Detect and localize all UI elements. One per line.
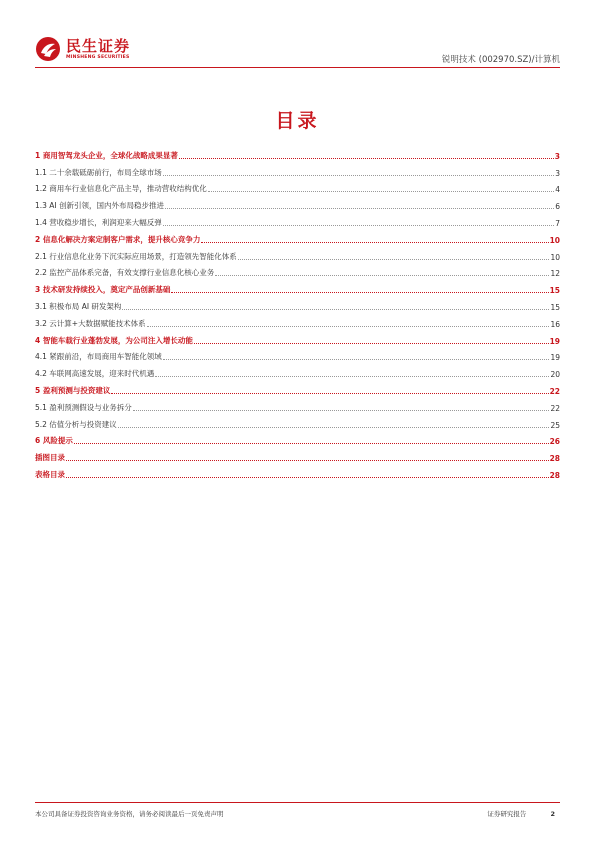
toc-entry-page: 7 <box>555 218 560 228</box>
toc-entry-label: 插图目录 <box>35 453 65 463</box>
header-divider <box>35 67 560 68</box>
toc-leader-dots <box>111 393 548 394</box>
toc-subsection-entry[interactable] <box>35 346 560 363</box>
toc-section-entry[interactable] <box>35 379 560 396</box>
toc-leader-dots <box>147 326 550 327</box>
toc-entry-label: 6 风险提示 <box>35 436 73 446</box>
toc-entry-label: 表格目录 <box>35 469 65 479</box>
toc-entry-page: 22 <box>550 403 560 413</box>
stock-label: 锐明技术 (002970.SZ)/计算机 <box>441 55 560 65</box>
toc-leader-dots <box>238 259 550 260</box>
toc-entry-label: 4 智能车载行业蓬勃发展，为公司注入增长动能 <box>35 335 193 345</box>
toc-subsection-entry[interactable] <box>35 396 560 413</box>
toc-subsection-entry[interactable] <box>35 295 560 312</box>
page-title: 目录 <box>275 110 320 132</box>
toc-entry-page: 16 <box>550 319 560 329</box>
toc-entry-page: 28 <box>549 470 560 480</box>
toc-entry-label: 1.1 二十余载砥砺前行，布局全球市场 <box>35 167 162 177</box>
toc-subsection-entry[interactable] <box>35 161 560 178</box>
toc-entry-page: 20 <box>550 370 560 380</box>
toc-entry-page: 22 <box>549 386 560 396</box>
page-number: 2 <box>550 810 555 818</box>
toc-leader-dots <box>208 191 554 192</box>
toc-leader-dots <box>118 427 550 428</box>
toc-entry-page: 19 <box>550 353 560 363</box>
toc-entry-page: 12 <box>550 269 560 279</box>
toc-section-entry[interactable] <box>35 278 560 295</box>
toc-entry-page: 4 <box>555 185 560 195</box>
toc-entry-page: 15 <box>549 286 560 296</box>
table-of-contents <box>35 144 560 480</box>
toc-leader-dots <box>165 208 554 209</box>
toc-subsection-entry[interactable] <box>35 413 560 430</box>
toc-section-entry[interactable] <box>35 144 560 161</box>
toc-leader-dots <box>163 359 550 360</box>
toc-entry-page: 3 <box>555 168 560 178</box>
toc-leader-dots <box>215 275 549 276</box>
toc-leader-dots <box>179 158 554 159</box>
footer-disclaimer: 本公司具备证券投资咨询业务资格，请务必阅读最后一页免责声明 <box>35 810 224 818</box>
toc-leader-dots <box>163 175 554 176</box>
page-header <box>35 20 560 68</box>
toc-entry-label: 1.3 AI 创新引领，国内外布局稳步推进 <box>35 201 165 211</box>
toc-leader-dots <box>74 443 549 444</box>
toc-section-entry[interactable] <box>35 329 560 346</box>
toc-leader-dots <box>171 292 548 293</box>
toc-section-entry[interactable] <box>35 430 560 447</box>
toc-leader-dots <box>163 225 554 226</box>
toc-entry-label: 4.2 车联网高速发展，迎来时代机遇 <box>35 369 155 379</box>
toc-subsection-entry[interactable] <box>35 362 560 379</box>
toc-entry-page: 10 <box>549 235 560 245</box>
toc-leader-dots <box>66 477 549 478</box>
toc-entry-label: 3 技术研发持续投入，奠定产品创新基础 <box>35 285 171 295</box>
toc-section-entry[interactable] <box>35 228 560 245</box>
toc-entry-label: 2.1 行业信息化业务下沉实际应用场景，打造领先智能化体系 <box>35 251 237 261</box>
toc-leader-dots <box>201 242 548 243</box>
toc-subsection-entry[interactable] <box>35 211 560 228</box>
footer-meta <box>487 809 555 818</box>
toc-leader-dots <box>122 309 549 310</box>
toc-entry-page: 6 <box>555 202 560 212</box>
toc-entry-label: 3.2 云计算+大数据赋能技术体系 <box>35 318 146 328</box>
toc-leader-dots <box>194 343 549 344</box>
toc-subsection-entry[interactable] <box>35 312 560 329</box>
toc-entry-page: 3 <box>554 151 560 161</box>
toc-section-entry[interactable] <box>35 446 560 463</box>
toc-entry-label: 1 商用智驾龙头企业，全球化战略成果显著 <box>35 150 178 160</box>
toc-subsection-entry[interactable] <box>35 245 560 262</box>
toc-entry-label: 1.4 营收稳步增长，利润迎来大幅反弹 <box>35 217 162 227</box>
logo-english-name: MINSHENG SECURITIES <box>66 54 130 60</box>
footer-divider <box>35 802 560 803</box>
toc-entry-label: 4.1 紧跟前沿，布局商用车智能化领域 <box>35 352 162 362</box>
toc-entry-label: 5.1 盈利预测假设与业务拆分 <box>35 402 132 412</box>
toc-entry-page: 28 <box>549 454 560 464</box>
toc-entry-label: 2 信息化解决方案定制客户需求，提升核心竞争力 <box>35 234 201 244</box>
toc-entry-page: 25 <box>550 420 560 430</box>
minsheng-logo-icon <box>35 36 61 62</box>
toc-entry-page: 15 <box>550 302 560 312</box>
toc-entry-label: 3.1 积极布局 AI 研发架构 <box>35 301 122 311</box>
report-type: 证券研究报告 <box>487 810 527 818</box>
toc-leader-dots <box>155 376 549 377</box>
logo-chinese-name: 民生证券 <box>66 36 131 55</box>
toc-entry-label: 2.2 监控产品体系完备，有效支撑行业信息化核心业务 <box>35 268 215 278</box>
company-logo <box>35 36 130 62</box>
toc-entry-label: 5.2 估值分析与投资建议 <box>35 419 117 429</box>
toc-subsection-entry[interactable] <box>35 178 560 195</box>
toc-entry-page: 19 <box>549 336 560 346</box>
toc-entry-page: 26 <box>549 437 560 447</box>
toc-entry-label: 1.2 商用车行业信息化产品主导，推动营收结构优化 <box>35 184 207 194</box>
toc-subsection-entry[interactable] <box>35 262 560 279</box>
toc-leader-dots <box>133 410 550 411</box>
toc-subsection-entry[interactable] <box>35 194 560 211</box>
toc-leader-dots <box>66 460 549 461</box>
toc-entry-page: 10 <box>550 252 560 262</box>
toc-entry-label: 5 盈利预测与投资建议 <box>35 385 111 395</box>
toc-section-entry[interactable] <box>35 463 560 480</box>
